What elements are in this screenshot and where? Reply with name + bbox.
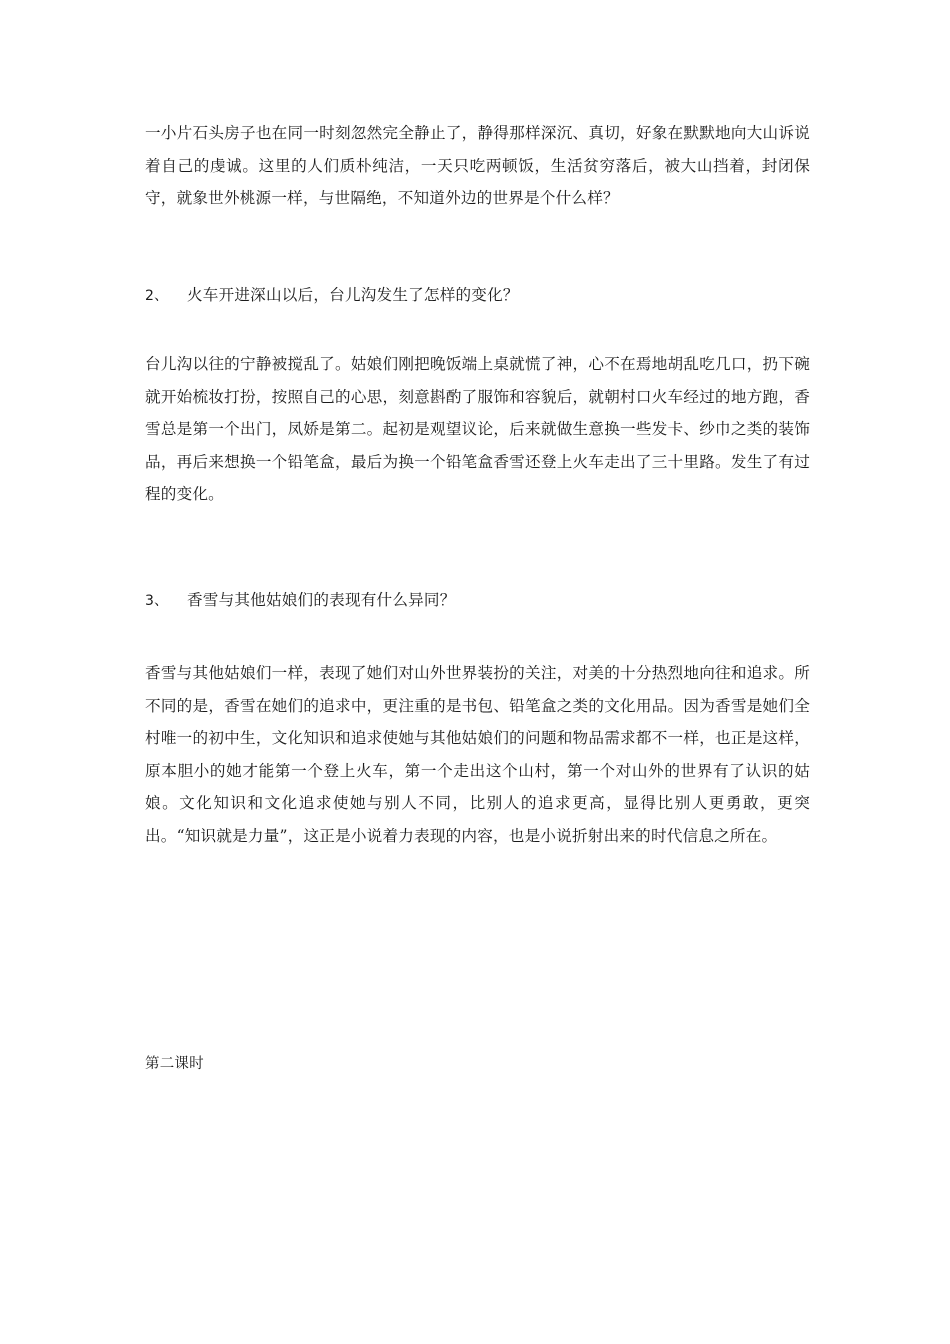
answer-text: 香雪与其他姑娘们一样，表现了她们对山外世界装扮的关注，对美的十分热烈地向往和追求。所不同的是，香雪在她们的追求中，更注重的是书包、铅笔盒之类的文化用品。因为香雪是她们全村唯一的初中生，文化知识和追求使她与其他姑娘们的问题和物品需求都不一样，也正是这样，原本胆小的她才能第一个登上火车，第一个走出这个山村，第一个对山外的世界有了认识的姑娘。文化知识和文化追求使她与别人不同，比别人的追求更高，显得比别人更勇敢，更突出。“知识就是力量”，这正是小说着力表现的内容，也是小说折射出来的时代信息之所在。 xyxy=(145,664,810,845)
question-line xyxy=(145,283,810,308)
question-number: 2、 xyxy=(145,288,169,304)
section-heading-text: 第二课时 xyxy=(145,1056,204,1072)
answer-2 xyxy=(145,348,810,511)
section-heading xyxy=(145,1052,810,1076)
question-3 xyxy=(145,588,810,613)
question-text: 香雪与其他姑娘们的表现有什么异同？ xyxy=(187,591,456,609)
question-text: 火车开进深山以后，台儿沟发生了怎样的变化？ xyxy=(187,286,519,304)
paragraph-intro xyxy=(145,117,810,215)
answer-3 xyxy=(145,657,810,852)
question-2 xyxy=(145,283,810,308)
answer-text: 台儿沟以往的宁静被搅乱了。姑娘们刚把晚饭端上桌就慌了神，心不在焉地胡乱吃几口，扔下碗就开始梳妆打扮，按照自己的心思，刻意斟酌了服饰和容貌后，就朝村口火车经过的地方跑，香雪总是第一个出门，凤娇是第二。起初是观望议论，后来就做生意换一些发卡、纱巾之类的装饰品，再后来想换一个铅笔盒，最后为换一个铅笔盒香雪还登上火车走出了三十里路。发生了有过程的变化。 xyxy=(145,355,810,503)
paragraph-text: 一小片石头房子也在同一时刻忽然完全静止了，静得那样深沉、真切，好象在默默地向大山诉说着自己的虔诚。这里的人们质朴纯洁，一天只吃两顿饭，生活贫穷落后，被大山挡着，封闭保守，就象世外桃源一样，与世隔绝，不知道外边的世界是个什么样？ xyxy=(145,124,810,207)
question-line xyxy=(145,588,810,613)
question-number: 3、 xyxy=(145,593,169,609)
